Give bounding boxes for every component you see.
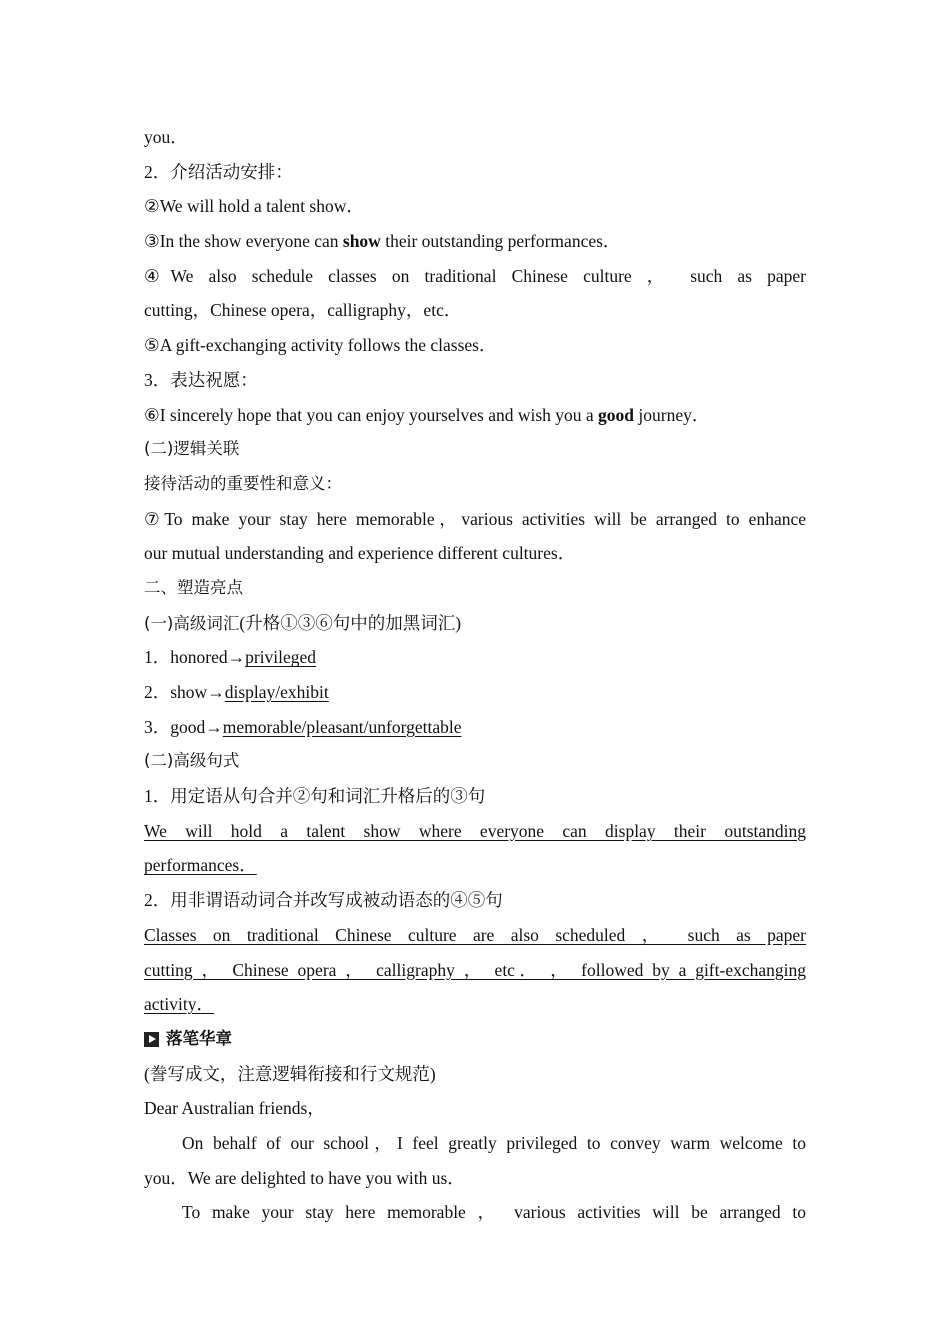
section-subheading: 接待活动的重要性和意义： [144,473,342,493]
answer-line: We will hold a talent show where everyone can display their outstanding [144,820,806,841]
letter-salutation: Dear Australian friends， [144,1098,325,1119]
heading-note: (升格①③⑥句中的加黑词汇) [239,612,462,633]
answer-span: performances． [144,855,257,876]
text-line: our mutual understanding and experience different cultures． [144,543,576,564]
text-line [144,398,806,433]
list-heading: 2．介绍活动安排： [144,161,293,182]
letter-line: On behalf of our school，I feel greatly privileged to convey warm welcome to [182,1132,806,1153]
text-span: ③In the show everyone can [144,231,343,252]
play-triangle-icon [144,1032,159,1047]
answer-line: Classes on traditional Chinese culture are also scheduled ， such as paper [144,924,806,945]
text-span: their outstanding performances． [380,231,621,252]
section-heading: (二)高级句式 [144,751,240,771]
vocab-answer: memorable/pleasant/unforgettable [222,716,462,737]
text-line [144,224,806,259]
answer-line [144,848,806,883]
section-heading [144,606,806,641]
heading-text: 落笔华章 [166,1028,232,1048]
vocab-item [144,640,806,675]
text-line: ⑦To make your stay here memorable，various activities will be arranged to enhance [144,508,806,529]
vocab-source: 2．show→ [144,682,225,702]
list-heading: 3．表达祝愿： [144,369,258,390]
heading-span: (一)高级词汇 [144,613,240,633]
text-line: ⑤A gift-exchanging activity follows the classes． [144,335,497,356]
answer-line: cutting ， Chinese opera ， calligraphy ， etc． ， followed by a gift-exchanging [144,959,806,980]
text-span: journey． [634,404,710,425]
text-line: ②We will hold a talent show． [144,196,364,217]
text-line: you． [144,127,188,147]
vocab-source: 3．good→ [144,716,223,737]
answer-span: activity． [144,994,214,1015]
text-line: cutting，Chinese opera，calligraphy，etc． [144,300,462,321]
section-heading: (二)逻辑关联 [144,439,240,459]
vocab-source: 1．honored→ [144,647,246,668]
text-span: ⑥I sincerely hope that you can enjoy yourselves and wish you a [144,404,599,425]
text-line: ④We also schedule classes on traditional Chinese culture ， such as paper [144,265,806,286]
section-heading [144,1022,806,1057]
document-page [144,120,806,1230]
vocab-item [144,675,806,710]
vocab-answer: display/exhibit [224,682,329,702]
bold-word-show: show [342,231,381,252]
section-heading: 二、塑造亮点 [144,577,243,597]
vocab-item [144,710,806,745]
instruction-line: 1．用定语从句合并②句和词汇升格后的③句 [144,786,486,807]
instruction-line: 2．用非谓语动词合并改写成被动语态的④⑤句 [144,890,503,911]
letter-line: you．We are delighted to have you with us． [144,1167,465,1188]
answer-line [144,987,806,1022]
bold-word-good: good [598,404,635,425]
letter-line: To make your stay here memorable ， various activities will be arranged to [182,1202,806,1223]
instruction-line: (誊写成文，注意逻辑衔接和行文规范) [144,1063,436,1084]
vocab-answer: privileged [245,647,317,668]
